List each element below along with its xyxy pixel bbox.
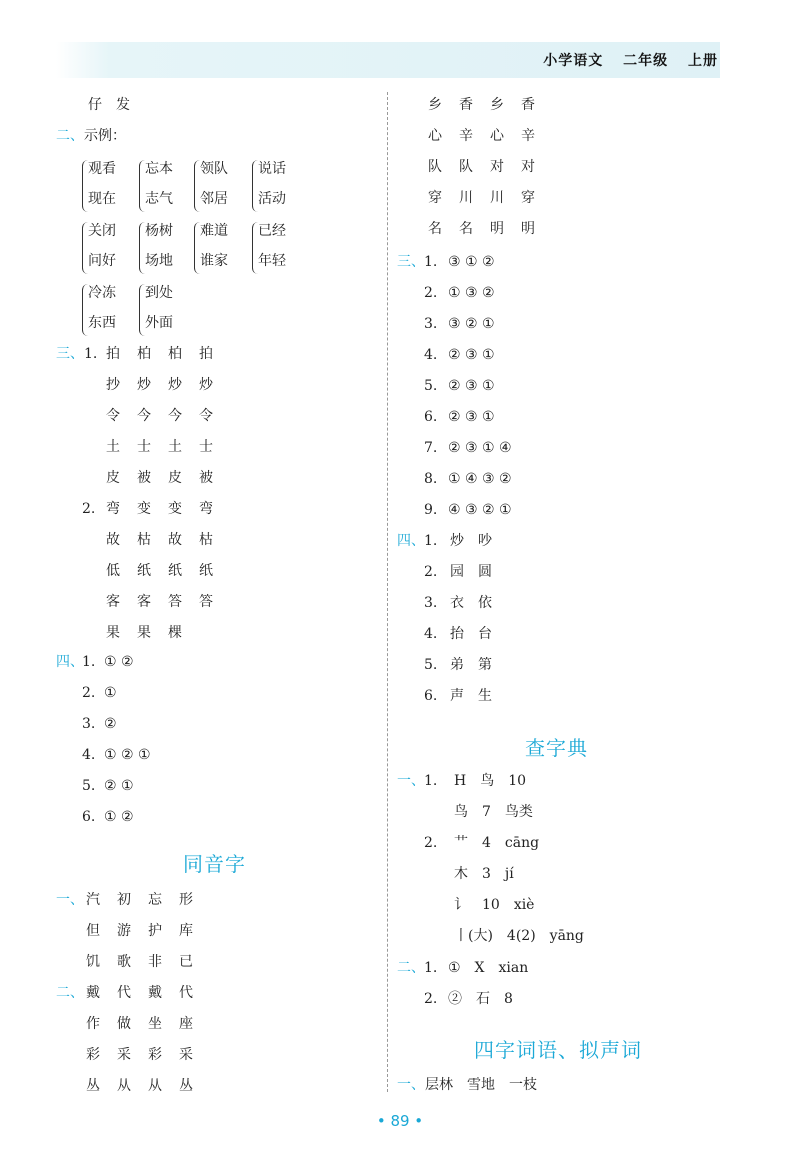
answer-cell: 采 [179,1047,193,1063]
item-answer: 园 圆 [450,564,492,580]
numbered-row [424,686,492,706]
ty1-label [56,890,84,910]
answer-row [86,921,210,941]
brace-word: 杨树 [145,223,173,239]
column-divider [387,92,388,1092]
answer-row [106,530,230,550]
answer-cell: 名 [459,221,473,237]
numbered-row [424,926,584,946]
answer-cell: 柏 [137,346,151,362]
item-number: 6. [424,688,438,704]
numbered-row [424,407,495,427]
answer-cell: 棵 [168,625,182,641]
numbered-row [424,593,492,613]
answer-cell: 炒 [199,377,213,393]
item-number: 1. [424,960,438,976]
answer-cell: 非 [148,954,162,970]
answer-row [86,890,210,910]
item-answer: ④ ③ ② ① [448,502,512,518]
item-number: 7. [424,440,438,456]
answer-row [106,344,230,364]
answer-cell: 客 [106,594,120,610]
answer-cell: 作 [86,1016,100,1032]
answer-cell: 饥 [86,954,100,970]
answer-cell: 答 [168,594,182,610]
answer-cell: 彩 [148,1047,162,1063]
answer-cell: 乡 [490,97,504,113]
answer-cell: 明 [521,221,535,237]
item-number: 1. [84,346,98,362]
brace-word: 年轻 [258,253,286,269]
item-answer: ① ② ① [104,747,151,763]
answer-row [428,126,552,146]
answer-cell: 库 [179,923,193,939]
answer-cell: 歌 [117,954,131,970]
brace-word: 已经 [258,223,286,239]
brace-word: 说话 [258,161,286,177]
answer-row [428,157,552,177]
item-answer: ③ ② ① [448,316,495,332]
answer-cell: 皮 [106,470,120,486]
left-top-line: 仔 发 [88,97,130,113]
item-answer: ① ② [104,809,134,825]
answer-row [106,375,230,395]
numbered-row [424,469,512,489]
left-s3-2-num: 2. [82,501,96,517]
answer-cell: 心 [490,128,504,144]
numbered-row [424,531,492,551]
answer-cell: 采 [117,1047,131,1063]
item-number: 8. [424,471,438,487]
answer-cell: 果 [106,625,120,641]
item-answer: ② ① [104,778,134,794]
answer-cell: 故 [168,532,182,548]
answer-cell: 戴 [148,985,162,1001]
answer-cell: 弯 [199,501,213,517]
section-text: 示例： [84,128,126,144]
answer-cell: 忘 [148,892,162,908]
answer-row [106,406,230,426]
answer-cell: 丛 [86,1078,100,1094]
answer-cell: 被 [199,470,213,486]
answer-row [428,95,552,115]
item-answer: ① X xian [448,960,529,976]
section-label: 一、 [397,1077,425,1093]
answer-cell: 故 [106,532,120,548]
section-label: 四、 [397,533,425,549]
item-number: 2. [424,564,438,580]
item-answer: ① ④ ③ ② [448,471,512,487]
answer-cell: 皮 [168,470,182,486]
answer-cell: 弯 [106,501,120,517]
answer-cell: 穿 [428,190,442,206]
answer-cell: 坐 [148,1016,162,1032]
brace-word: 场地 [145,253,173,269]
item-answer: ② [104,716,117,732]
answer-cell: 士 [199,439,213,455]
item-answer: ② ③ ① ④ [448,440,512,456]
item-answer: ① [104,685,117,701]
item-answer: 声 生 [450,688,492,704]
brace-word: 难道 [200,223,228,239]
item-number: 3. [424,595,438,611]
numbered-row [82,776,134,796]
answer-row [106,468,230,488]
brace-word: 外面 [145,315,173,331]
answer-cell: 戴 [86,985,100,1001]
numbered-row [424,802,533,822]
item-number: 3. [424,316,438,332]
answer-cell: 士 [137,439,151,455]
answer-row [106,592,230,612]
zd2-label [397,958,425,978]
answer-cell: 答 [199,594,213,610]
item-number: 9. [424,502,438,518]
numbered-row [424,771,526,791]
section-label: 一、 [56,892,84,908]
section-label: 一、 [397,773,425,789]
numbered-row [424,252,495,272]
numbered-row [424,376,495,396]
answer-row [106,561,230,581]
r-s4-label [397,531,425,551]
answer-cell: 土 [168,439,182,455]
answer-row [106,437,230,457]
item-number: 1. [82,654,96,670]
answer-cell: 土 [106,439,120,455]
numbered-row [82,652,134,672]
brace-word: 领队 [200,161,228,177]
numbered-row [424,283,495,303]
item-answer: ② ③ ① [448,378,495,394]
item-answer: 木 3 jí [454,866,514,882]
answer-cell: 纸 [137,563,151,579]
left-s4-label [56,652,84,672]
answer-row [106,499,230,519]
brace-word: 到处 [145,285,173,301]
numbered-row [82,745,151,765]
ty2-label [56,983,84,1003]
answer-cell: 低 [106,563,120,579]
answer-row [428,219,552,239]
item-number: 1. [424,773,438,789]
item-answer: 丨(大) 4(2) yāng [454,928,584,944]
answer-cell: 今 [137,408,151,424]
numbered-row [82,807,134,827]
numbered-row [424,655,492,675]
answer-cell: 丛 [179,1078,193,1094]
item-number: 3. [82,716,96,732]
item-number: 4. [82,747,96,763]
numbered-row [424,895,534,915]
item-number: 4. [424,347,438,363]
left-section-2 [56,126,126,146]
answer-cell: 形 [179,892,193,908]
answer-cell: 护 [148,923,162,939]
header-volume: 上册 [688,53,718,69]
numbered-row [82,714,117,734]
item-answer: ① ② [104,654,134,670]
answer-cell: 穿 [521,190,535,206]
item-answer: ② 石 8 [448,991,513,1007]
answer-cell: 队 [428,159,442,175]
brace-word: 现在 [88,191,116,207]
zd1-label [397,771,425,791]
answer-row [428,188,552,208]
brace-word: 问好 [88,253,116,269]
sz1-line [397,1075,537,1095]
item-number: 2. [424,991,438,1007]
answer-cell: 变 [168,501,182,517]
brace-word: 志气 [145,191,173,207]
answer-cell: 客 [137,594,151,610]
brace-word: 谁家 [200,253,228,269]
item-number: 5. [82,778,96,794]
item-answer: 衣 依 [450,595,492,611]
item-number: 4. [424,626,438,642]
answer-cell: 抄 [106,377,120,393]
answer-cell: 做 [117,1016,131,1032]
answer-cell: 炒 [168,377,182,393]
answer-cell: 拍 [106,346,120,362]
answer-cell: 汽 [86,892,100,908]
answer-cell: 今 [168,408,182,424]
numbered-row [424,989,513,1009]
answer-cell: 初 [117,892,131,908]
answer-cell: 川 [459,190,473,206]
answer-cell: 辛 [459,128,473,144]
brace-word: 忘本 [145,161,173,177]
item-answer: ② ③ ① [448,347,495,363]
answer-cell: 拍 [199,346,213,362]
answer-cell: 纸 [199,563,213,579]
item-number: 1. [424,533,438,549]
answer-cell: 明 [490,221,504,237]
header-grade: 二年级 [623,53,669,69]
answer-cell: 辛 [521,128,535,144]
section-label: 二、 [397,960,425,976]
answer-cell: 彩 [86,1047,100,1063]
item-number: 6. [82,809,96,825]
numbered-row [424,314,495,334]
brace-word: 东西 [88,315,116,331]
brace-word: 邻居 [200,191,228,207]
answer-row [106,623,199,643]
numbered-row [424,438,512,458]
answer-cell: 已 [179,954,193,970]
title-sizi: 四字词语、拟声词 [474,1038,642,1062]
answer-cell: 炒 [137,377,151,393]
answer-cell: 枯 [199,532,213,548]
answer-cell: 心 [428,128,442,144]
numbered-row [424,500,512,520]
numbered-row [424,864,514,884]
answer-cell: 游 [117,923,131,939]
item-number: 1. [424,254,438,270]
item-number: 2. [424,285,438,301]
item-number: 5. [424,657,438,673]
item-answer: 炒 吵 [450,533,492,549]
item-answer: 讠 10 xiè [454,897,535,913]
title-tongyin: 同音字 [183,852,246,876]
item-answer: 抬 台 [450,626,492,642]
answer-cell: 队 [459,159,473,175]
answer-cell: 从 [117,1078,131,1094]
section-label: 二、 [56,128,84,144]
answer-cell: 对 [521,159,535,175]
answer-cell: 名 [428,221,442,237]
answer-cell: 香 [459,97,473,113]
left-s3-head [56,344,97,364]
section-label: 三、 [397,254,425,270]
item-answer: H 鸟 10 [454,773,527,789]
item-number: 5. [424,378,438,394]
answer-cell: 对 [490,159,504,175]
numbered-row [424,345,495,365]
section-text: 层林 雪地 一枝 [425,1077,537,1093]
answer-cell: 被 [137,470,151,486]
item-answer: ① ③ ② [448,285,495,301]
answer-row [86,1076,210,1096]
numbered-row [424,562,492,582]
page-header [529,50,718,70]
brace-word: 观看 [88,161,116,177]
answer-row [86,983,210,1003]
answer-cell: 枯 [137,532,151,548]
answer-cell: 代 [179,985,193,1001]
answer-cell: 代 [117,985,131,1001]
answer-cell: 令 [106,408,120,424]
answer-row [86,1045,210,1065]
answer-cell: 但 [86,923,100,939]
brace-word: 关闭 [88,223,116,239]
title-zidian: 查字典 [525,736,588,760]
answer-row [86,952,210,972]
answer-cell: 香 [521,97,535,113]
answer-cell: 座 [179,1016,193,1032]
item-number: 2. [424,835,438,851]
answer-cell: 果 [137,625,151,641]
answer-row [86,1014,210,1034]
r-s3-label [397,252,425,272]
answer-cell: 从 [148,1078,162,1094]
item-answer: 艹 4 cāng [454,835,540,851]
section-label: 三、 [56,346,84,362]
section-label: 二、 [56,985,84,1001]
answer-cell: 柏 [168,346,182,362]
page-number: • 89 • [376,1112,424,1130]
item-number: 2. [82,685,96,701]
numbered-row [82,683,117,703]
answer-cell: 令 [199,408,213,424]
answer-cell: 川 [490,190,504,206]
brace-word: 活动 [258,191,286,207]
item-answer: ② ③ ① [448,409,495,425]
brace-word: 冷冻 [88,285,116,301]
numbered-row [424,958,528,978]
answer-cell: 乡 [428,97,442,113]
item-answer: ③ ① ② [448,254,495,270]
numbered-row [424,833,539,853]
header-subject: 小学语文 [543,53,604,69]
item-number: 6. [424,409,438,425]
answer-cell: 纸 [168,563,182,579]
numbered-row [424,624,492,644]
item-answer: 弟 第 [450,657,492,673]
section-label: 四、 [56,654,84,670]
item-answer: 鸟 7 鸟类 [454,804,533,820]
answer-cell: 变 [137,501,151,517]
